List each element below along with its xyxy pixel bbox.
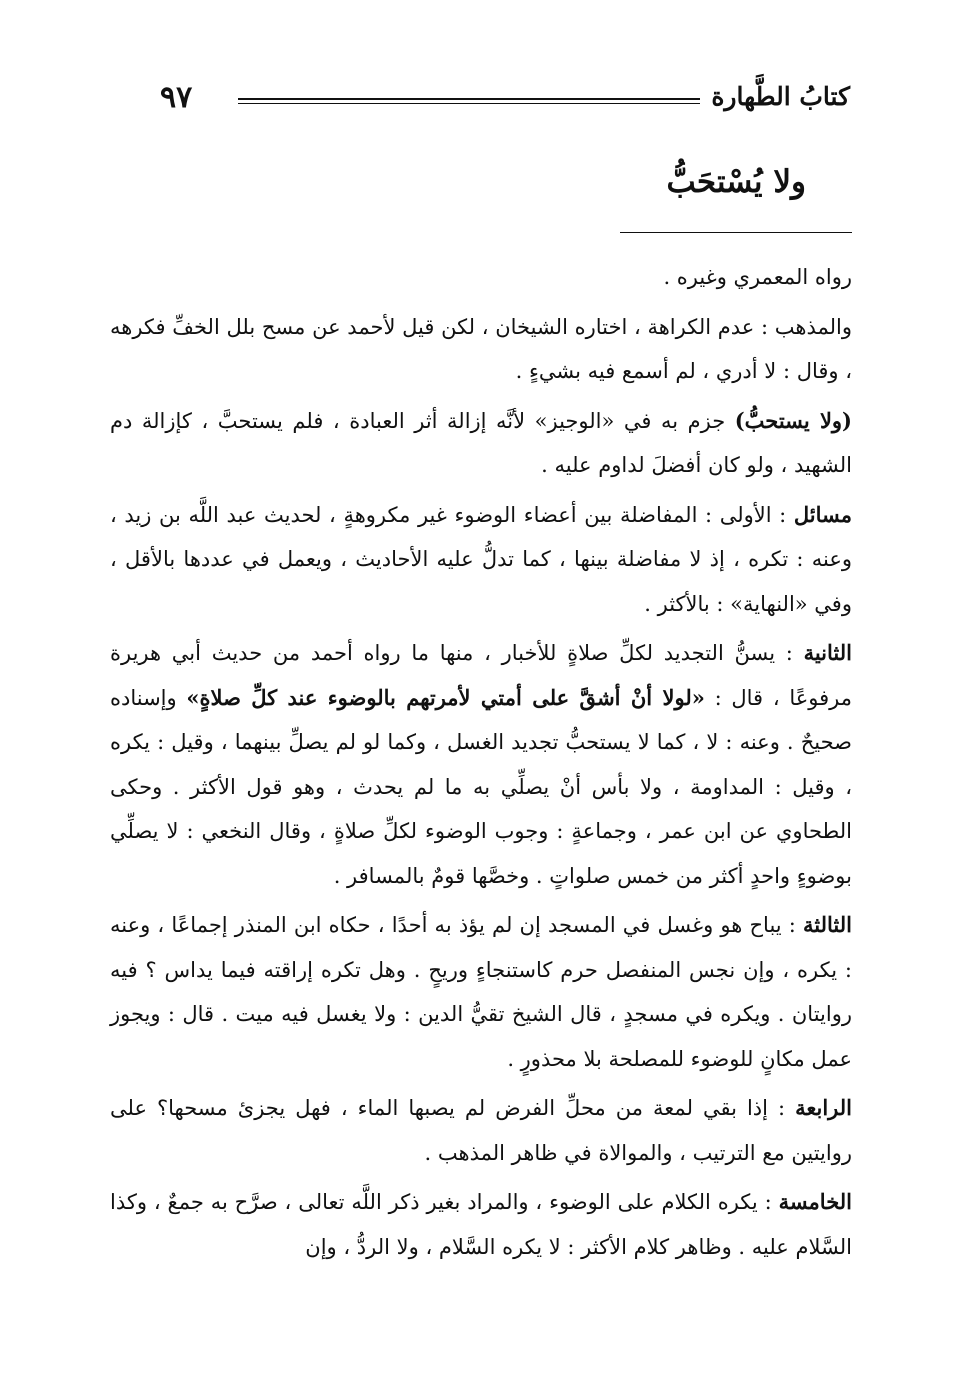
paragraph-text: وإسناده صحيحٌ . وعنه : لا ، كما لا يستحبُّ تجديد الغسل ، وكما لو لم يصلِّ بينهما ، وقيل : يكره ، وقيل : المداومة ، ولا بأس أنْ يصلِّي به ما لم يحدث ، وهو قول الأكثر . وحكى الطحاوي عن ابن عمر ، وجماعةٍ : وجوب الوضوء لكلِّ صلاةٍ ، وقال النخعي : لا يصلِّي بوضوءٍ واحدٍ أكثر من خمس صلواتٍ . وخصَّها قومٌ بالمسافر . — [110, 685, 852, 888]
paragraph-text: : الأولى : المفاضلة بين أعضاء الوضوء غير مكروهةٍ ، لحديث عبد اللَّه بن زيد ، وعنه : تكره ، إذ لا مفاضلة بينها ، كما تدلُّ عليه الأحاديث ، ويعمل في عددها بالأقل ، وفي «النهاية» : بالأكثر . — [110, 502, 852, 616]
paragraph-rabia — [110, 1086, 852, 1175]
paragraph-lead: (ولا يستحبُّ) — [734, 407, 852, 433]
paragraph-lead: الثالثة — [803, 912, 852, 937]
paragraph-khamisa — [110, 1180, 852, 1269]
matn-separator — [620, 232, 852, 233]
paragraph-text: : يكره الكلام على الوضوء ، والمراد بغير ذكر اللَّه تعالى ، صرَّح به جمعٌ ، وكذا السَّلام عليه . وظاهر كلام الأكثر : لا يكره السَّلام ، ولا الردُّ ، وإن — [110, 1190, 852, 1259]
hadith-quote: «لولا أنْ أشقَّ على أمتي لأمرتهم بالوضوء عند كلِّ صلاةٍ» — [186, 684, 705, 710]
paragraph-thalitha — [110, 903, 852, 1081]
paragraph-masail — [110, 493, 852, 627]
page-body — [110, 255, 852, 1274]
paragraph-riwaya — [110, 255, 852, 300]
paragraph-text: : إذا بقي لمعة من محلِّ الفرض لم يصبها الماء ، فهل يجزئ مسحها؟ على روايتين مع الترتيب ، والموالاة في ظاهر المذهب . — [110, 1096, 852, 1165]
paragraph-text: : يباح هو وغسل في المسجد إن لم يؤذ به أحدًا ، حكاه ابن المنذر إجماعًا ، وعنه : يكره ، وإن نجس المنفصل حرم كاستنجاءٍ وريحٍ . وهل تكره إراقته فيما يداس ؟ فيه روايتان . ويكره في مسجدٍ ، قال الشيخ تقيُّ الدين : ولا يغسل فيه ميت . قال : ويجوز عمل مكانٍ للوضوء للمصلحة بلا محذورٍ . — [110, 913, 852, 1071]
running-title: كتابُ الطَّهارة — [711, 82, 850, 111]
paragraph-lead: الثانية — [803, 640, 852, 665]
paragraph-text: رواه المعمري وغيره . — [663, 265, 852, 289]
paragraph-lead: مسائل — [793, 501, 852, 527]
paragraph-text: جزم به في «الوجيز» لأنَّه إزالة أثر العبادة ، فلم يستحبَّ ، كإزالة دم الشهيد ، ولو كان أفضلَ لداوم عليه . — [110, 408, 852, 477]
page-header — [160, 80, 850, 124]
paragraph-la-yustahabb — [110, 399, 852, 488]
page-number: ٩٧ — [160, 80, 193, 115]
matn-heading: ولا يُسْتحَبُّ — [666, 164, 806, 200]
paragraph-lead: الرابعة — [795, 1095, 852, 1120]
paragraph-text-pre: : يسنُّ التجديد لكلِّ صلاةٍ للأخبار ، منها ما رواه أحمد من حديث أبي هريرة مرفوعًا ، قال : — [110, 641, 853, 710]
paragraph-lead: الخامسة — [778, 1189, 852, 1214]
paragraph-thaniya — [110, 631, 852, 898]
paragraph-text: والمذهب : عدم الكراهة ، اختاره الشيخان ، لكن قيل لأحمد عن مسح بلل الخفِّ فكرهه ، وقال : لا أدري ، لم أسمع فيه بشيءٍ . — [110, 314, 852, 383]
header-rule — [238, 98, 700, 104]
paragraph-madhhab — [110, 305, 852, 394]
